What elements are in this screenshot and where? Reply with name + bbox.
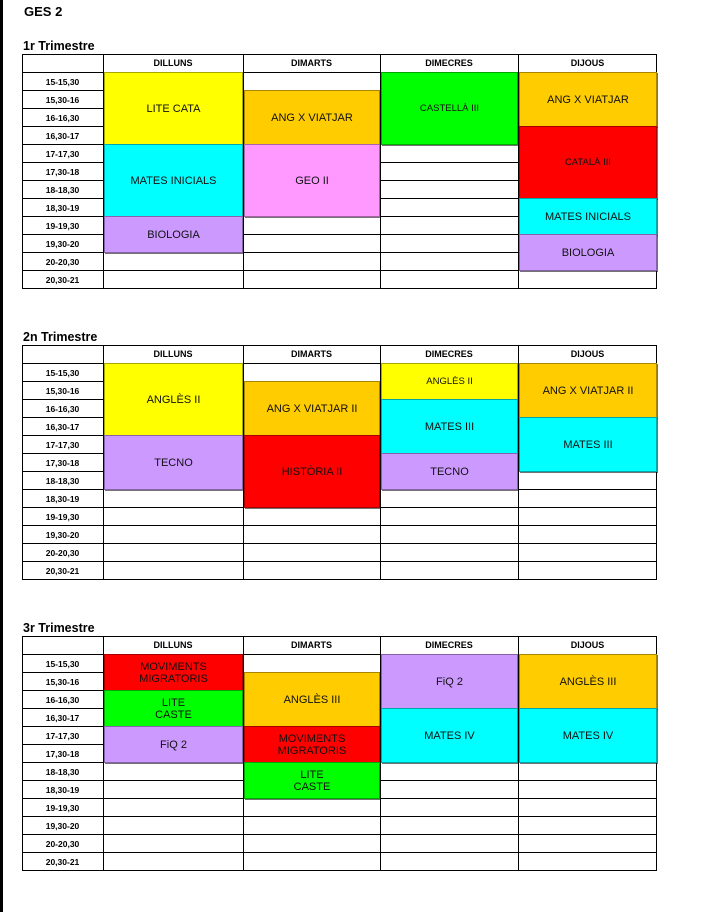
time-slot-label: 16,30-17 xyxy=(45,422,80,432)
grid-line-row xyxy=(22,852,657,853)
day-header: DIJOUS xyxy=(570,640,605,650)
time-slot-label: 20,30-21 xyxy=(45,275,80,285)
time-slot-label: 15,30-16 xyxy=(45,677,80,687)
class-block xyxy=(244,144,380,217)
time-slot-label: 16-16,30 xyxy=(45,404,80,414)
day-header: DIJOUS xyxy=(570,349,605,359)
class-block xyxy=(519,708,657,763)
grid-line-row xyxy=(22,816,657,817)
class-label: LITE CASTE xyxy=(293,768,331,793)
class-label: MATES IV xyxy=(424,729,475,742)
class-block xyxy=(381,399,518,454)
day-header: DILLUNS xyxy=(153,640,193,650)
time-slot-label: 19-19,30 xyxy=(45,512,80,522)
class-block xyxy=(244,435,380,508)
day-header: DIMARTS xyxy=(291,349,332,359)
time-slot-label: 15-15,30 xyxy=(45,368,80,378)
day-header: DILLUNS xyxy=(153,349,193,359)
time-slot-label: 18,30-19 xyxy=(45,494,80,504)
time-slot-label: 16,30-17 xyxy=(45,131,80,141)
class-block xyxy=(104,435,243,490)
class-block xyxy=(104,216,243,253)
page-title: GES 2 xyxy=(24,4,63,19)
class-label: MOVIMENTS MIGRATORIS xyxy=(277,732,347,757)
time-slot-label: 17-17,30 xyxy=(45,149,80,159)
time-slot-label: 17-17,30 xyxy=(45,440,80,450)
class-block xyxy=(244,762,380,799)
class-block xyxy=(381,453,518,490)
class-label: ANG X VIATJAR xyxy=(271,111,353,124)
class-block xyxy=(244,90,380,145)
time-slot-label: 18-18,30 xyxy=(45,767,80,777)
class-block xyxy=(104,690,243,727)
time-slot-label: 18,30-19 xyxy=(45,203,80,213)
class-block xyxy=(519,654,657,709)
grid-line-row xyxy=(22,834,657,835)
grid-line-row xyxy=(22,561,657,562)
time-slot-label: 16-16,30 xyxy=(45,113,80,123)
time-slot-label: 19,30-20 xyxy=(45,821,80,831)
schedule-grid-term-2 xyxy=(22,345,657,582)
time-slot-label: 15-15,30 xyxy=(45,659,80,669)
class-label: ANG X VIATJAR II xyxy=(542,384,634,397)
time-slot-label: 15,30-16 xyxy=(45,386,80,396)
class-label: HISTÒRIA II xyxy=(281,465,343,478)
time-slot-label: 16-16,30 xyxy=(45,695,80,705)
class-block xyxy=(381,708,518,763)
page-left-border xyxy=(0,0,3,912)
class-label: TECNO xyxy=(430,465,469,478)
day-header: DIMECRES xyxy=(425,640,473,650)
class-block xyxy=(104,363,243,436)
grid-line-row xyxy=(22,870,657,871)
time-slot-label: 20-20,30 xyxy=(45,257,80,267)
time-slot-label: 20,30-21 xyxy=(45,857,80,867)
class-label: MATES IV xyxy=(562,729,614,742)
class-label: MATES III xyxy=(563,438,613,451)
class-label: MATES III xyxy=(424,420,475,433)
class-label: MATES INICIALS xyxy=(545,210,631,223)
day-header: DIMECRES xyxy=(425,58,473,68)
class-label: ANGLÈS II xyxy=(426,375,473,387)
term-title-1: 1r Trimestre xyxy=(23,39,95,53)
class-block xyxy=(519,417,657,472)
class-block xyxy=(519,198,657,235)
time-slot-label: 20-20,30 xyxy=(45,839,80,849)
class-label: FiQ 2 xyxy=(436,675,463,688)
grid-line-row xyxy=(22,288,657,289)
class-label: ANG X VIATJAR xyxy=(547,93,629,106)
class-label: CASTELLÀ III xyxy=(419,102,480,114)
class-block xyxy=(519,363,657,418)
time-slot-label: 15-15,30 xyxy=(45,77,80,87)
class-block xyxy=(244,726,380,763)
class-label: FiQ 2 xyxy=(160,738,187,751)
class-label: GEO II xyxy=(295,174,329,187)
class-block xyxy=(381,363,518,400)
schedule-grid-term-3 xyxy=(22,636,657,873)
class-label: CATALÀ III xyxy=(564,156,612,168)
class-label: BIOLOGIA xyxy=(147,228,200,241)
time-slot-label: 20-20,30 xyxy=(45,548,80,558)
class-block xyxy=(381,654,518,709)
class-label: LITE CASTE xyxy=(155,696,192,721)
time-slot-label: 18,30-19 xyxy=(45,785,80,795)
schedule-grid-term-1 xyxy=(22,54,657,291)
class-label: ANGLÈS III xyxy=(559,675,617,688)
class-block xyxy=(244,672,380,727)
time-slot-label: 17,30-18 xyxy=(45,458,80,468)
time-slot-label: 18-18,30 xyxy=(45,185,80,195)
time-slot-label: 19,30-20 xyxy=(45,530,80,540)
class-block xyxy=(244,381,380,436)
time-slot-label: 19-19,30 xyxy=(45,221,80,231)
time-slot-label: 17-17,30 xyxy=(45,731,80,741)
class-label: TECNO xyxy=(154,456,193,469)
term-title-3: 3r Trimestre xyxy=(23,621,95,635)
time-slot-label: 17,30-18 xyxy=(45,167,80,177)
class-block xyxy=(104,144,243,217)
grid-line-row xyxy=(22,543,657,544)
class-block xyxy=(104,72,243,145)
class-block xyxy=(104,654,243,691)
day-header: DILLUNS xyxy=(153,58,193,68)
class-block xyxy=(104,726,243,763)
class-label: ANG X VIATJAR II xyxy=(266,402,358,415)
time-slot-label: 17,30-18 xyxy=(45,749,80,759)
class-label: BIOLOGIA xyxy=(561,246,615,259)
grid-line-row xyxy=(22,525,657,526)
class-block xyxy=(519,234,657,271)
class-label: MATES INICIALS xyxy=(130,174,217,187)
day-header: DIJOUS xyxy=(570,58,605,68)
class-label: ANGLÈS III xyxy=(283,693,341,706)
class-label: ANGLÈS II xyxy=(146,393,201,406)
day-header: DIMECRES xyxy=(425,349,473,359)
grid-line-row xyxy=(22,579,657,580)
time-slot-label: 19,30-20 xyxy=(45,239,80,249)
time-slot-label: 18-18,30 xyxy=(45,476,80,486)
class-label: LITE CATA xyxy=(146,102,201,115)
time-slot-label: 16,30-17 xyxy=(45,713,80,723)
class-block xyxy=(381,72,518,145)
day-header: DIMARTS xyxy=(291,58,332,68)
term-title-2: 2n Trimestre xyxy=(23,330,98,344)
class-block xyxy=(519,72,657,127)
day-header: DIMARTS xyxy=(291,640,332,650)
time-slot-label: 19-19,30 xyxy=(45,803,80,813)
class-label: MOVIMENTS MIGRATORIS xyxy=(139,660,208,685)
class-block xyxy=(519,126,657,199)
time-slot-label: 15,30-16 xyxy=(45,95,80,105)
time-slot-label: 20,30-21 xyxy=(45,566,80,576)
